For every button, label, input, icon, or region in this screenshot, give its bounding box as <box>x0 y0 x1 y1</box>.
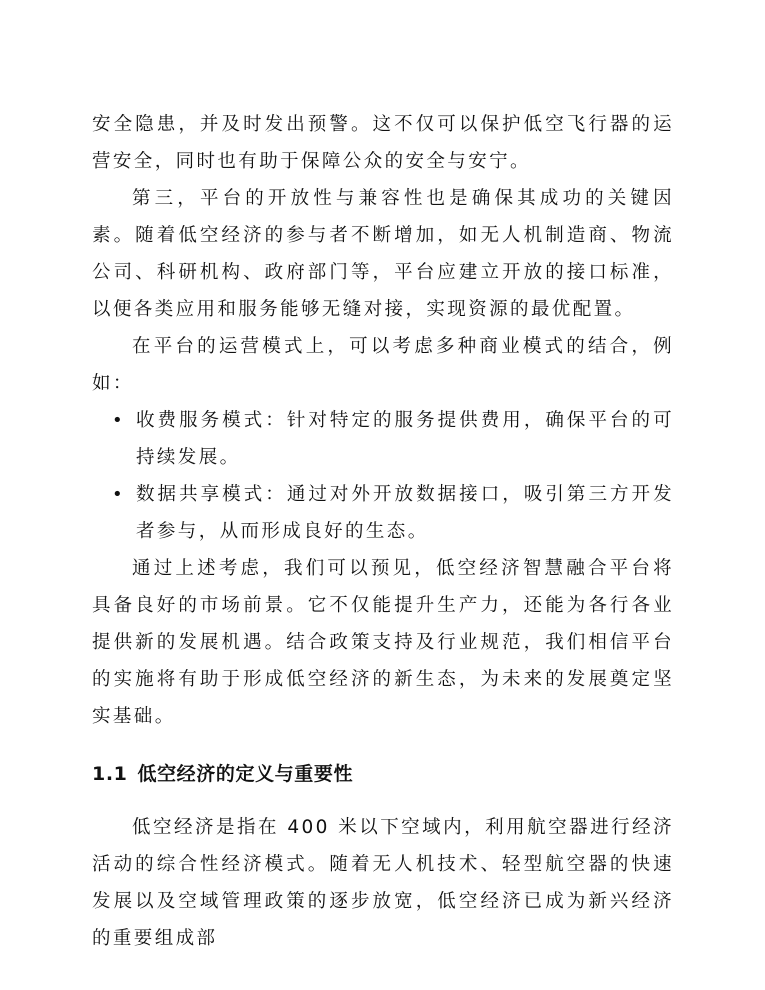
document-body <box>92 106 674 957</box>
bullet-icon: • <box>112 484 126 505</box>
list-item <box>92 476 674 550</box>
list-item-text: 收费服务模式：针对特定的服务提供费用，确保平台的可持续发展。 <box>136 410 674 468</box>
paragraph-operation-model: 在平台的运营模式上，可以考虑多种商业模式的结合，例如： <box>92 336 674 394</box>
paragraph-safety: 安全隐患，并及时发出预警。这不仅可以保护低空飞行器的运营安全，同时也有助于保障公众的安全与安宁。 <box>92 114 674 172</box>
paragraph-openness: 第三，平台的开放性与兼容性也是确保其成功的关键因素。随着低空经济的参与者不断增加，如无人机制造商、物流公司、科研机构、政府部门等，平台应建立开放的接口标准，以便各类应用和服务能够无缝对接，实现资源的最优配置。 <box>92 188 674 320</box>
bullet-icon: • <box>112 410 126 431</box>
section-number: 1.1 <box>92 763 128 785</box>
section-heading <box>92 759 674 789</box>
list-item <box>92 402 674 476</box>
section-title: 低空经济的定义与重要性 <box>137 763 354 785</box>
paragraph-outlook: 通过上述考虑，我们可以预见，低空经济智慧融合平台将具备良好的市场前景。它不仅能提升生产力，还能为各行各业提供新的发展机遇。结合政策支持及行业规范，我们相信平台的实施将有助于形成低空经济的新生态，为未来的发展奠定坚实基础。 <box>92 558 674 727</box>
business-model-list <box>92 402 674 550</box>
list-item-text: 数据共享模式：通过对外开放数据接口，吸引第三方开发者参与，从而形成良好的生态。 <box>136 484 674 542</box>
paragraph-definition: 低空经济是指在 400 米以下空域内，利用航空器进行经济活动的综合性经济模式。随着无人机技术、轻型航空器的快速发展以及空域管理政策的逐步放宽，低空经济已成为新兴经济的重要组成部 <box>92 817 674 949</box>
